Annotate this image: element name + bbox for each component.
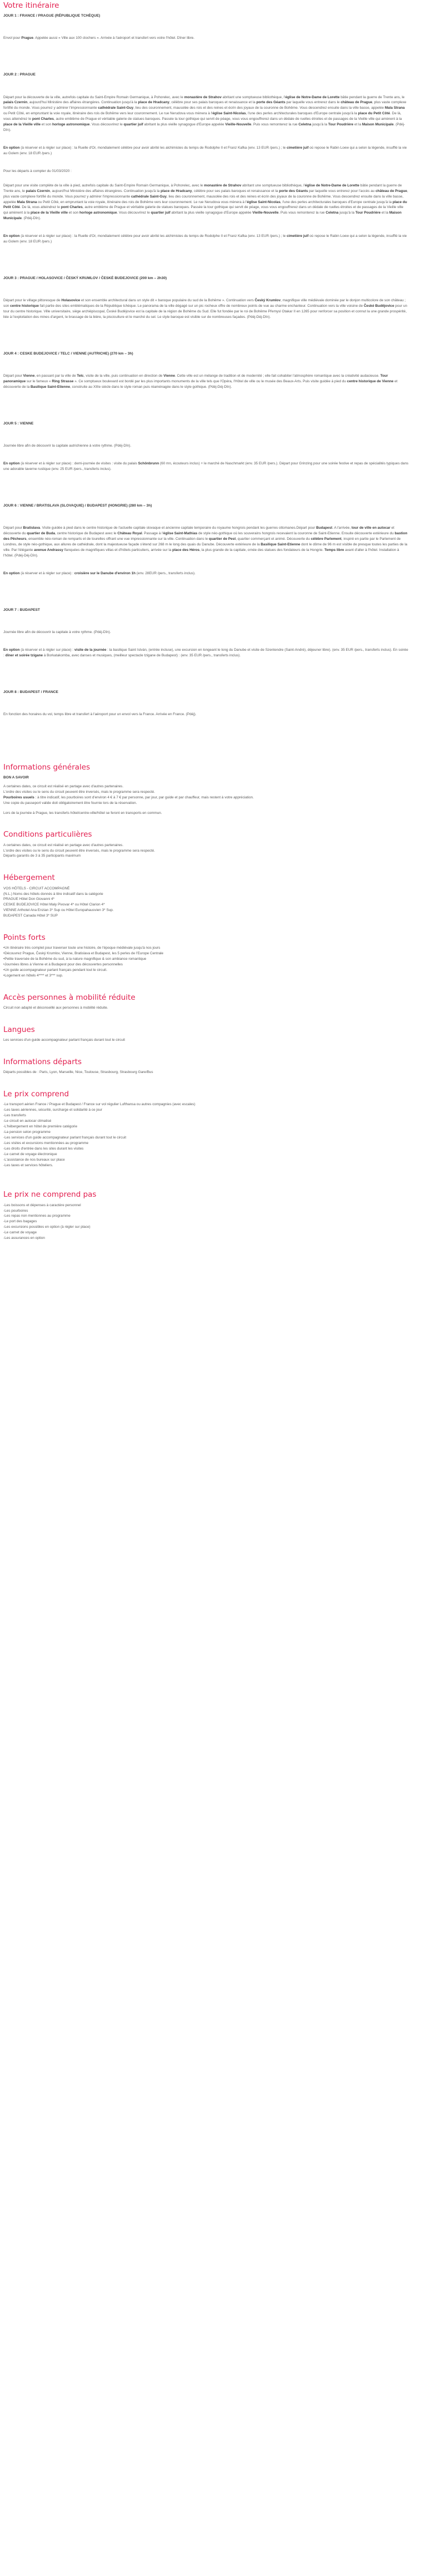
text-line: -Les taxes aériennes, sécurité, surcharge et solidarité à ce jour <box>3 1108 102 1112</box>
text-line: -L'assistance de nos bureaux sur place <box>3 1157 65 1162</box>
infos-lines <box>3 784 409 806</box>
langues-lines <box>3 1038 409 1043</box>
day-block <box>3 276 409 320</box>
text-line: -Les droits d'entrée dans les sites durant les visites <box>3 1146 84 1151</box>
text-line: -Les visites et excursions mentionnées au programme <box>3 1141 89 1145</box>
infos-section <box>3 775 409 816</box>
text-line: L'ordre des visites ou le sens du circuit peuvent être inversés, mais le programme sera respecté. <box>3 848 155 853</box>
text-line: -Les repas non mentionnes au programme <box>3 1214 71 1218</box>
day-paragraph: Envol pour Prague. Appelée aussi « Ville aux 100 clochers ». Arrivée à l'aéroport et transfert vers votre l'hôtel. Dîner libre. <box>3 36 195 41</box>
text-line: -Les pourboires <box>3 1208 28 1213</box>
text-line: BUDAPEST Canada Hôtel 3* SUP <box>3 914 58 918</box>
hebergement-title: Hébergement <box>3 873 55 883</box>
text-line: -Le circuit en autocar climatisé <box>3 1119 52 1123</box>
day-paragraph: Départ pour le village pittoresque de Holasovice et son ensemble architectural dans un style dit « baroque populaire du sud de la Bohême ». Continuation vers Český Krumlov, magnifique ville médiévale dominée par le donjon multicolore de son château ; son centre historique fait partie des sites emblématiques de la République tchèque. Le panorama de la ville dégagé sur un pic rocheux offre de nombreux points de vue au charme enchanteur. Continuation vers la ville voisine de České Budějovice pour un tour du centre historique. Ville universitaire, siège archiépiscopal, České Budějovice est la capitale de la région de Bohême du Sud. Elle fut fondée par le roi de Bohême Přemysl Otakar II en 1265 pour renforcer sa position et connut la une grande prospérité, liée à l'exploitation des mines d'argent, le brassage de la bière, la pisciculture et le marché du sel. Le style baroque est visible sur de nombreuses façades. (Pdéj-Déj-Dîn). <box>3 298 408 320</box>
info-sections <box>3 763 409 1241</box>
day-block <box>3 351 409 390</box>
text-line: -L'hébergement en hôtel de première catégorie <box>3 1125 78 1129</box>
day-block <box>3 690 409 717</box>
day-title: JOUR 2 : PRAGUE <box>3 73 36 77</box>
day-paragraph: En fonction des horaires du vol, temps libre et transfert à l'aéroport pour un envol vers la France. Arrivée en France. (Pdéj). <box>3 712 197 716</box>
day-paragraph: Pour les départs à compter du 01/03/2020 : <box>3 169 72 173</box>
day-paragraph: En option (à réserver et à régler sur place) : visite de la journée : la basilique Saint István, (entrée incluse), une excursion en longeant le long du Danube et visite de Szentendre (Saint-André), déjeuner libre). (env. 35 EUR /pers., transferts inclus). En soirée : dîner et soirée tzigane à Borkatakomba, avec danses et musiques, (meilleur spectacle tzigane de Budapest) : (env. 35 EUR /pers., transferts inclus). <box>3 647 408 657</box>
departs-title: Informations départs <box>3 1057 82 1067</box>
text-line: Circuit non adapté et déconseillé aux personnes à mobilité réduite. <box>3 1006 108 1010</box>
itinerary-title: Votre itinéraire <box>3 1 59 10</box>
conditions-lines <box>3 843 409 859</box>
text-line: Départs garantis de 3 à 35 participants maximum <box>3 854 81 858</box>
text-line: -Les assurances en option <box>3 1236 45 1241</box>
text-line: •Petite traversée de la Bohême du sud, à la nature magnifique & son ambiance romantique <box>3 957 147 961</box>
day-title: JOUR 6 : VIENNE / BRATISLAVA (SLOVAQUIE) / BUDAPEST (HONGRIE) (280 km – 3h) <box>3 503 152 508</box>
hebergement-lines <box>3 886 409 919</box>
day-title: JOUR 7 : BUDAPEST <box>3 608 40 612</box>
text-line: -Le port des bagages <box>3 1219 37 1224</box>
text-line: L'ordre des visites ou le sens du circuit peuvent être inversés, mais le programme sera respecté. <box>3 789 155 794</box>
text-line: -Les transferts <box>3 1114 26 1118</box>
day-paragraph: En option (à réserver et à régler sur place) : la Ruelle d'Or, mondialement célèbre pour avoir abrité les alchimistes du temps de Rodolphe II et Franz Kafka (env. 13 EUR /pers.) ; le cimetière juif où repose le Rabin Loew qui a selon la légende, insufflé la vie au Golem (env. 18 EUR /pers.) <box>3 234 407 244</box>
day-paragraph: Départ pour une visite complète de la ville à pied, autrefois capitale du Saint-Empire Romain Germanique, à Pohorelec, avec le monastère de Strahov abritant une somptueuse bibliothèque, l'église de Notre-Dame de Lorette bâtie pendant la guerre de Trente ans, le palais Czernin, aujourd'hui Ministère des affaires étrangères. Continuation jusqu'à la place de Hradcany, célèbre pour ses palais baroques et renaissance et la porte des Géants par laquelle vous entrerez pour l'accès au château de Prague, plus vaste complexe fortifié du monde. Vous pourrez y admirer l'impressionnante cathédrale Saint-Guy, lieu des couronnement, mausolée des rois et des reines et écrin des joyaux de la couronne de Bohême. Vous descendrez ensuite dans la ville basse, appelée Mala Strana ou Petit Côté, en empruntant la voie royale, itinéraire des rois de Bohême vers leur couronnement. Le rue Nerudova vous mènera à l'église Saint-Nicolas, l'une des perles architecturales baroques d'Europe centrale jusqu'à la place du Petit Côté. De là, vous atteindrez le pont Charles, autre emblème de Prague et véritable galerie de statues baroques. Passée la tour gothique qui servit de péage, vous vous engouffrerez dans un dédale de ruelles étroites et de passages de la Vieille ville qui amènent à la place de la Vieille ville et son horloge astronomique. Vous découvrirez le quartier juif abritant la plus vieille synagogue d'Europe appelée Vieille-Nouvelle. Puis vous remonterez la rue Celetna jusqu'à la Tour Poudrière et la Maison Municipale. (Pdéj-Dîn). <box>3 183 408 221</box>
day-block <box>3 503 409 576</box>
text-line: •Logement en hôtels 4**** et 3*** sup. <box>3 973 63 978</box>
acces-lines <box>3 1005 409 1011</box>
day-paragraph: En option (à réserver et à régler sur place) : la Ruelle d'Or, mondialement célèbre pour avoir abrité les alchimistes du temps de Rodolphe II et Franz Kafka (env. 13 EUR /pers.) ; le cimetière juif où repose le Rabin Loew qui a selon la légende, insufflé la vie au Golem (env. 18 EUR /pers.) <box>3 146 407 155</box>
text-line: -Le transport aérien France / Prague et Budapest / France sur vol régulier Lufthansa ou autres compagnies (avec escales) <box>3 1102 196 1107</box>
page <box>0 0 412 1252</box>
text-line: Une copie du passeport valide doit obligatoirement être fournie lors de la réservation. <box>3 801 137 805</box>
nonprix-lines <box>3 1203 409 1241</box>
text-line: -Les excursions possibles en option (à régler sur place) <box>3 1225 91 1229</box>
infos-extra: Lors de la journée à Prague, les transferts hôtel/centre-ville/hôtel se feront en transports en commun. <box>3 811 162 815</box>
text-line: -La pension selon programme <box>3 1130 51 1134</box>
infos-subtitle: BON A SAVOIR <box>3 775 29 780</box>
points-title: Points forts <box>3 933 46 943</box>
prix-lines <box>3 1102 409 1168</box>
day-paragraph: Départ pour Bratislava. Visite guidée à pied dans le centre historique de l'actuelle capitale slovaque et ancienne capitale temporaire du royaume hongrois pendant les guerres ottomanes.Départ pour Budapest. A l'arrivée, tour de ville en autocar et découverte du quartier de Buda, centre historique de Budapest avec le Château Royal. Passage à l'église Saint-Mathias de style néo-gothique où les souverains hongrois recevaient la couronne de Saint-Etienne. Ensuite découverte extérieure du bastion des Pêcheurs, ensemble néo-roman de remparts et de tourelles offrant une vue impressionnante sur la ville. Continuation dans le quartier de Pest, quartier commerçant et animé. Découverte du célèbre Parlement, inspiré en partie par le Parlement de Londres, de style néo-gothique, aux allures de cathédrale, dont la majestueuse façade s'étend sur 268 m le long des quais du Danube. Découverte extérieure de la Basilique Saint-Etienne dont le dôme de 96 m est visible de presque toutes les parties de la ville. Par l'élégante avenue Andrassy flanquées de magnifiques villas et d'hôtels particuliers, arrivée sur la place des Héros, la plus grande de la capitale, ornée des statues des fondateurs de la Hongrie. Temps libre avant d'aller à l'hôtel. Installation à l'hôtel. (Pdéj-Déj-Dîn). <box>3 526 408 558</box>
day-title: JOUR 5 : VIENNE <box>3 421 34 426</box>
text-line: •Journées libres à Vienne et à Budapest pour des découvertes personnelles <box>3 963 123 967</box>
langues-title: Langues <box>3 1025 35 1034</box>
text-line: •Un itinéraire très complet pour traverser toute une histoire, de l'époque médiévale jusqu'à nos jours <box>3 946 161 950</box>
day-title: JOUR 1 : FRANCE / PRAGUE (RÉPUBLIQUE TCHÈQUE) <box>3 14 101 18</box>
day-block <box>3 72 409 245</box>
text-line: -Les taxes et services hôteliers. <box>3 1163 53 1167</box>
text-line: VOS HÔTELS - CIRCUIT ACCOMPAGNÉ <box>3 886 70 890</box>
nonprix-title: Le prix ne comprend pas <box>3 1190 97 1200</box>
day-paragraph: Journée libre afin de découvrir la capitale autrichienne à votre rythme. (Pdéj-Dîn). <box>3 444 132 448</box>
day-title: JOUR 4 : CESKE BUDEJOVICE / TELC / VIENNE (AUTRICHE) (270 km – 3h) <box>3 351 133 356</box>
day-paragraph: Départ pour la découverte de la ville, autrefois capitale du Saint-Empire Romain Germanique, à Pohorelec, avec le monastère de Strahov abritant une somptueuse bibliothèque, l'église de Notre-Dame de Lorette bâtie pendant la guerre de Trente ans, le palais Czernin, aujourd'hui Ministère des affaires étrangères. Continuation jusqu'à la place de Hradcany, célèbre pour ses palais baroques et renaissance et la porte des Géants par laquelle vous entrerez dans le château de Prague, plus vaste complexe fortifié du monde. Vous pourrez y admirer l'impressionnante cathédrale Saint-Guy, lieu des couronnement, mausolée des rois et des reines et écrin des joyaux de la couronne de Bohême. Vous descendrez ensuite dans la ville basse, appelée Mala Strana ou Petit Côté, en empruntant la voie royale, itinéraire des rois de Bohême vers leur couronnement. Le rue Nerudova vous mènera à l'église Saint-Nicolas, l'une des perles architecturales baroques d'Europe centrale jusqu'à la place du Petit Côté. De là, vous atteindrez le pont Charles, autre emblème de Prague et véritable galerie de statues baroques. Passée la tour gothique qui servit de péage, vous vous engouffrerez dans un dédale de ruelles étroites et de passages de la Vieille ville qui amènent à la place de la Vieille ville et son horloge astronomique. Vous découvrirez le quartier juif abritant la plus vieille synagogue d'Europe appelée Vieille-Nouvelle. Puis vous remonterez la rue Celetna jusqu'à la Tour Poudrière et la Maison Municipale. (Pdéj-Dîn). <box>3 95 407 133</box>
text-line: Départs possibles de : Paris, Lyon, Marseille, Nice, Toulouse, Strasbourg, Strasbourg Gare/Bus <box>3 1070 153 1075</box>
day-paragraph: En option (à réserver et à régler sur place) : demi-journée de visites : visite du palais Schönbrunn (60 mn, écouteurs inclus) + le marché de Naschmarkt (env. 35 EUR /pers.). Départ pour Grinzing pour une soirée festive et repas de spécialités typiques dans une adorable taverne rustique (env. 25 EUR /pers., transferts inclus). <box>3 462 409 472</box>
text-line: Les services d'un guide accompagnateur parlant français durant tout le circuit <box>3 1038 125 1042</box>
departs-lines <box>3 1070 409 1075</box>
text-line: •Découvrez Prague, Český Krumlov, Vienne, Bratislava et Budapest, les 5 perles de l'Europe Centrale <box>3 952 164 956</box>
text-line: -Les boissons et dépenses à caractère personnel <box>3 1203 81 1207</box>
itinerary-days <box>3 13 409 748</box>
day-paragraph: En option (à réserver et à régler sur place) : croisière sur le Danube d'environ 1h (env. 28EUR /pers., transferts inclus). <box>3 571 196 575</box>
day-paragraph: Départ pour Vienne, en passant par la ville de Telc, visite de la ville, puis continuation en direction de Vienne. Cette ville est un mélange de tradition et de modernité ; elle fait cohabiter l'atmosphère romantique avec la créativité audacieuse. Tour panoramique sur le fameux « Ring Strasse ». Ce somptueux boulevard est bordé par les plus importants monuments de la ville tels que l'Opéra, l'Hôtel de ville ou le musée des Beaux-Arts. Puis visite guidée à pied du centre historique de Vienne et découverte de la Basilique Saint-Etienne, construite au XIIIe siècle dans le style roman puis réaménagée dans le style gothique. (Pdéj-Déj-Dîn). <box>3 374 398 389</box>
acces-title: Accès personnes à mobilité réduite <box>3 993 136 1002</box>
day-block <box>3 421 409 472</box>
text-line: CESKE BUDEJOVICE Hôtel Maly Pivovar 4* ou Hôtel Clarion 4* <box>3 903 105 907</box>
infos-title: Informations générales <box>3 762 91 772</box>
text-line: PRAGUE Hôtel Don Giovanni 4* <box>3 897 54 902</box>
conditions-title: Conditions particulières <box>3 830 92 839</box>
text-line: -Le carnet de voyage électronique <box>3 1152 57 1156</box>
day-paragraph: Journée libre afin de découvrir la capitale à votre rythme. (Pdéj-Dîn). <box>3 630 111 634</box>
day-title: JOUR 8 : BUDAPEST / FRANCE <box>3 690 58 694</box>
text-line: -Le carnet de voyage <box>3 1231 37 1235</box>
points-lines <box>3 945 409 979</box>
prix-title: Le prix comprend <box>3 1090 69 1099</box>
text-line: A certaines dates, ce circuit est réalisé en partage avec d'autres partenaires. <box>3 843 124 847</box>
text-line: (N.L.) Noms des hôtels donnés à titre indicatif dans la catégorie <box>3 892 103 896</box>
day-block <box>3 13 409 41</box>
day-block <box>3 608 409 659</box>
text-line: -Les services d'un guide accompagnateur parlant français durant tout le circuit <box>3 1135 127 1140</box>
text-line: •Un guide accompagnateur parlant français pendant tout le circuit. <box>3 968 107 972</box>
text-line: A certaines dates, ce circuit est réalisé en partage avec d'autres partenaires. <box>3 784 124 788</box>
day-title: JOUR 3 : PRAGUE / HOLASOVICE / ČESKÝ KRUMLOV / ČESKÉ BUDEJOVICE (200 km – 2h30) <box>3 276 167 281</box>
text-line: VIENNE Arthotel Ana Enzian 3* Sup ou Hôtel Europahausvien 3* Sup. <box>3 908 114 913</box>
text-line: Pourboires usuels : à titre indicatif, les pourboires sont d'environ 4 € à 7 € par personne, par jour, par guide et par chauffeur, mais restent à votre appréciation. <box>3 795 254 799</box>
